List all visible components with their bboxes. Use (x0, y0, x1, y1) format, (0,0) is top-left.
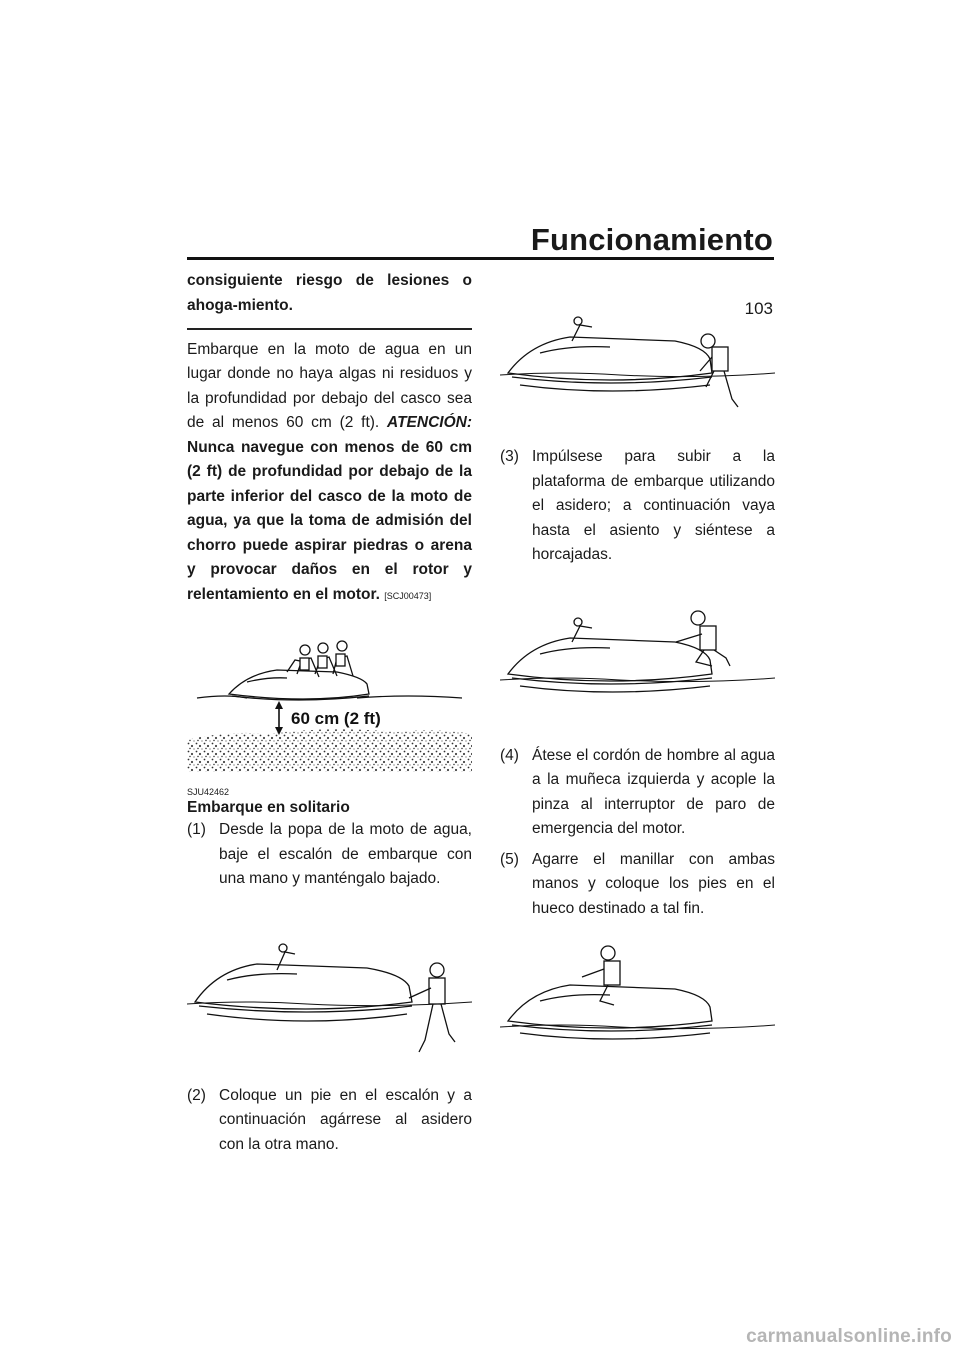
site-watermark: carmanualsonline.info (746, 1326, 952, 1347)
step-item (187, 1084, 472, 1158)
attention-code: [SCJ00473] (384, 590, 432, 601)
header-divider (187, 257, 774, 260)
section-title: Embarque en solitario (187, 799, 350, 816)
watercraft-icon (195, 944, 412, 1021)
step-item (500, 848, 775, 922)
step2-illustration (500, 275, 775, 435)
depth-illustration (187, 622, 472, 772)
step1-illustration (187, 930, 472, 1070)
step-text: Coloque un pie en el escalón y a continuación agárrese al asidero con la otra mano. (219, 1086, 472, 1153)
seabed (187, 729, 472, 772)
watercraft-icon (508, 985, 712, 1039)
step-text: Átese el cordón de hombre al agua a la muñeca izquierda y acople la pinza al interruptor de paro de emergencia del motor. (532, 746, 775, 837)
watercraft-icon (508, 317, 712, 391)
warning-continuation: consiguiente riesgo de lesiones o ahoga-miento. (187, 272, 472, 314)
step-number: (5) (500, 850, 519, 868)
step-item (187, 818, 472, 892)
section-code: SJU42462 (187, 787, 230, 797)
attention-block (187, 414, 472, 603)
watercraft-with-three-riders (229, 641, 369, 700)
step3-illustration (500, 596, 775, 726)
step-text: Desde la popa de la moto de agua, baje el escalón de embarque con una mano y manténgalo bajado. (219, 821, 472, 887)
step5-illustration (500, 939, 775, 1069)
steps-list-left-2 (187, 1084, 472, 1158)
warning-divider (187, 328, 472, 330)
steps-list-right-2 (500, 744, 775, 922)
depth-label: 60 cm (2 ft) (291, 709, 381, 728)
step-number: (4) (500, 746, 519, 764)
attention-label: ATENCIÓN: (387, 414, 472, 431)
left-column (187, 269, 472, 1157)
steps-list-right (500, 445, 775, 568)
step-number: (1) (187, 821, 206, 838)
page-title: Funcionamiento (530, 222, 773, 257)
step-item (500, 744, 775, 842)
step-item (500, 445, 775, 568)
step-number: (3) (500, 448, 519, 465)
step-text: Agarre el manillar con ambas manos y coloque los pies en el hueco destinado a tal fin. (532, 850, 775, 917)
watercraft-icon (508, 618, 712, 692)
boarding-text: Embarque en la moto de agua en un lugar donde no haya algas ni residuos y la profundidad por debajo del casco sea de al menos 60 cm (2 ft). (187, 340, 472, 431)
step-text: Impúlsese para subir a la plataforma de embarque utilizando el asidero; a continuación vaya hasta el asiento y siéntese a horcajadas. (532, 448, 775, 563)
step-number: (2) (187, 1086, 206, 1104)
depth-arrow-up (275, 701, 283, 709)
steps-list-left (187, 818, 472, 892)
boarding-paragraph (187, 338, 472, 609)
person-icon (409, 963, 455, 1052)
attention-text: Nunca navegue con menos de 60 cm (2 ft) de profundidad por debajo de la parte inferior del casco de la moto de agua, ya que la toma de admisión del chorro puede aspirar piedras o arena y provocar daños en el rotor y relentamiento en el motor. (187, 438, 472, 603)
right-column (500, 269, 775, 1069)
page-number: 103 (744, 299, 773, 318)
